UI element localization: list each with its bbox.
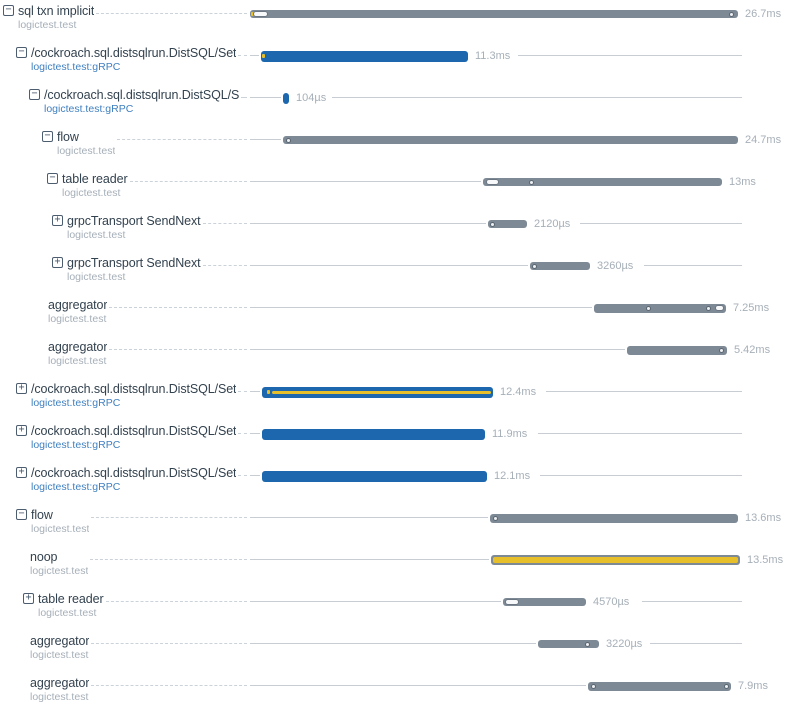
trace-span-row [0, 336, 786, 378]
span-label [42, 126, 115, 157]
span-duration: 104µs [296, 92, 327, 104]
timeline-lead-line [250, 391, 260, 392]
span-title: noop [30, 549, 58, 564]
span-label [48, 336, 107, 367]
span-subtitle: logictest.test:gRPC [31, 481, 121, 493]
span-label [30, 672, 89, 703]
trace-span-row [0, 252, 786, 294]
event-tick [262, 54, 265, 58]
trace-span-row [0, 210, 786, 252]
span-subtitle: logictest.test [48, 355, 107, 367]
span-title-line [16, 45, 236, 60]
span-title: grpcTransport SendNext [67, 213, 201, 228]
span-event-marker [532, 264, 537, 269]
collapse-icon[interactable]: − [16, 509, 27, 520]
span-event-marker [715, 305, 724, 311]
timeline-lead-line [250, 643, 536, 644]
span-timeline [250, 672, 786, 714]
timeline-trail-line [332, 97, 742, 98]
span-duration: 3260µs [597, 260, 634, 272]
span-label [47, 168, 128, 199]
trace-span-row [0, 462, 786, 504]
span-subtitle: logictest.test [30, 649, 89, 661]
timeline-trail-line [518, 55, 742, 56]
span-event-marker [490, 222, 495, 227]
span-label [16, 42, 236, 73]
span-title-line [48, 297, 107, 312]
collapse-icon[interactable]: − [16, 47, 27, 58]
span-subtitle: logictest.test:gRPC [31, 439, 121, 451]
timeline-lead-line [250, 349, 625, 350]
timeline-trail-line [580, 223, 742, 224]
expand-icon[interactable]: + [52, 257, 63, 268]
span-title: flow [31, 507, 53, 522]
collapse-icon[interactable]: − [3, 5, 14, 16]
span-timeline [250, 504, 786, 546]
trace-span-row [0, 42, 786, 84]
trace-span-row [0, 420, 786, 462]
trace-span-row [0, 630, 786, 672]
span-duration: 13.6ms [745, 512, 782, 524]
span-bar[interactable] [488, 220, 527, 228]
span-bar[interactable] [503, 598, 586, 606]
trace-span-row [0, 84, 786, 126]
span-title-line [3, 3, 94, 18]
span-duration: 24.7ms [745, 134, 782, 146]
span-timeline [250, 588, 786, 630]
trace-span-row [0, 672, 786, 714]
span-label [16, 420, 236, 451]
span-subtitle: logictest.test:gRPC [31, 397, 121, 409]
span-event-marker [505, 599, 519, 605]
span-title: grpcTransport SendNext [67, 255, 201, 270]
span-timeline [250, 126, 786, 168]
timeline-lead-line [250, 601, 501, 602]
expand-icon[interactable]: + [23, 593, 34, 604]
span-label [16, 504, 89, 535]
span-timeline [250, 294, 786, 336]
collapse-icon[interactable]: − [47, 173, 58, 184]
span-event-marker [591, 684, 596, 689]
span-bar[interactable] [627, 346, 727, 355]
span-label [52, 252, 201, 283]
span-subtitle: logictest.test [67, 271, 126, 283]
span-subtitle: logictest.test [30, 691, 89, 703]
timeline-lead-line [250, 265, 528, 266]
trace-span-row [0, 294, 786, 336]
span-label [48, 294, 107, 325]
collapse-icon[interactable]: − [42, 131, 53, 142]
span-subtitle: logictest.test [38, 607, 97, 619]
span-bar[interactable] [530, 262, 590, 270]
timeline-lead-line [250, 685, 586, 686]
span-bar[interactable] [483, 178, 722, 186]
span-event-marker [253, 11, 268, 17]
span-title: /cockroach.sql.distsqlrun.DistSQL/Set [31, 423, 237, 438]
expand-icon[interactable]: + [16, 425, 27, 436]
span-event-marker [729, 12, 734, 17]
span-title-line [23, 591, 104, 606]
span-subtitle: logictest.test [48, 313, 107, 325]
span-title-line [30, 549, 88, 564]
collapse-icon[interactable]: − [29, 89, 40, 100]
span-subtitle: logictest.test:gRPC [44, 103, 134, 115]
span-label [16, 462, 236, 493]
span-duration: 13ms [729, 176, 756, 188]
span-event-marker [706, 306, 711, 311]
span-subtitle: logictest.test [31, 523, 90, 535]
span-bar[interactable] [262, 387, 493, 398]
span-child-stripe [493, 557, 738, 563]
trace-span-row [0, 126, 786, 168]
trace-span-row [0, 378, 786, 420]
span-event-marker [286, 138, 291, 143]
span-bar[interactable] [588, 682, 731, 691]
trace-span-row [0, 168, 786, 210]
timeline-lead-line [250, 139, 281, 140]
span-event-marker [724, 684, 729, 689]
timeline-lead-line [250, 559, 489, 560]
span-label [30, 630, 89, 661]
timeline-trail-line [642, 601, 742, 602]
span-title-line [30, 675, 89, 690]
span-subtitle: logictest.test:gRPC [31, 61, 121, 73]
span-title-line [30, 633, 89, 648]
span-title-line [52, 213, 201, 228]
timeline-lead-line [250, 181, 481, 182]
expand-icon[interactable]: + [16, 467, 27, 478]
span-event-marker [486, 179, 499, 185]
span-timeline [250, 42, 786, 84]
span-duration: 11.9ms [492, 428, 528, 440]
span-event-marker [585, 642, 590, 647]
span-title-line [48, 339, 107, 354]
trace-span-row [0, 0, 786, 42]
span-timeline [250, 630, 786, 672]
span-bar[interactable] [262, 471, 487, 482]
span-timeline [250, 378, 786, 420]
span-subtitle: logictest.test [67, 229, 126, 241]
timeline-lead-line [250, 55, 259, 56]
span-bar[interactable] [261, 51, 468, 62]
span-timeline [250, 252, 786, 294]
timeline-lead-line [250, 223, 486, 224]
span-subtitle: logictest.test [62, 187, 121, 199]
span-label [3, 0, 94, 31]
span-duration: 7.9ms [738, 680, 768, 692]
span-label [29, 84, 239, 115]
span-bar[interactable] [594, 304, 726, 313]
span-duration: 12.4ms [500, 386, 537, 398]
span-event-marker [493, 516, 498, 521]
span-timeline [250, 420, 786, 462]
span-bar[interactable] [250, 10, 738, 18]
span-title: aggregator [48, 339, 108, 354]
trace-span-row [0, 546, 786, 588]
span-timeline [250, 0, 786, 42]
span-title-line [42, 129, 115, 144]
span-duration: 12.1ms [494, 470, 531, 482]
span-bar[interactable] [490, 514, 738, 523]
span-title: aggregator [30, 633, 90, 648]
span-timeline [250, 336, 786, 378]
expand-icon[interactable]: + [52, 215, 63, 226]
span-bar[interactable] [491, 555, 740, 565]
event-tick [267, 390, 270, 394]
span-title-line [16, 423, 236, 438]
timeline-trail-line [546, 391, 742, 392]
span-title: sql txn implicit [18, 3, 95, 18]
span-title: /cockroach.sql.distsqlrun.DistSQL/Set [31, 381, 237, 396]
span-event-marker [646, 306, 651, 311]
span-title: aggregator [30, 675, 90, 690]
span-title-line [47, 171, 128, 186]
span-title-line [16, 465, 236, 480]
timeline-lead-line [250, 517, 488, 518]
trace-span-row [0, 504, 786, 546]
timeline-trail-line [650, 643, 742, 644]
span-duration: 11.3ms [475, 50, 511, 62]
timeline-lead-line [250, 307, 592, 308]
span-duration: 13.5ms [747, 554, 784, 566]
timeline-lead-line [250, 433, 260, 434]
span-duration: 3220µs [606, 638, 643, 650]
span-title: /cockroach.sql.distsqlrun.DistSQL/Set [31, 465, 237, 480]
trace-span-row [0, 588, 786, 630]
span-label [16, 378, 236, 409]
span-label [30, 546, 88, 577]
span-event-marker [719, 348, 724, 353]
span-duration: 4570µs [593, 596, 630, 608]
span-timeline [250, 168, 786, 210]
span-bar[interactable] [283, 93, 289, 104]
span-timeline [250, 462, 786, 504]
span-title: table reader [38, 591, 104, 606]
span-bar[interactable] [262, 429, 485, 440]
span-label [52, 210, 201, 241]
span-title: table reader [62, 171, 128, 186]
span-title: flow [57, 129, 79, 144]
span-duration: 2120µs [534, 218, 571, 230]
span-bar[interactable] [283, 136, 738, 144]
span-title-line [52, 255, 201, 270]
span-bar[interactable] [538, 640, 599, 648]
span-timeline [250, 210, 786, 252]
span-title-line [16, 381, 236, 396]
span-title-line [16, 507, 89, 522]
span-subtitle: logictest.test [18, 19, 77, 31]
span-child-stripe [272, 391, 491, 394]
span-duration: 7.25ms [733, 302, 770, 314]
span-title-line [29, 87, 239, 102]
timeline-lead-line [250, 97, 281, 98]
timeline-trail-line [644, 265, 742, 266]
span-title: /cockroach.sql.distsqlrun.DistSQL/Set [31, 45, 237, 60]
span-timeline [250, 546, 786, 588]
expand-icon[interactable]: + [16, 383, 27, 394]
timeline-trail-line [540, 475, 742, 476]
timeline-trail-line [538, 433, 742, 434]
timeline-lead-line [250, 475, 260, 476]
span-label [23, 588, 104, 619]
span-title: /cockroach.sql.distsqlrun.DistSQL/S [44, 87, 240, 102]
span-duration: 26.7ms [745, 8, 782, 20]
span-title: aggregator [48, 297, 108, 312]
span-event-marker [529, 180, 534, 185]
span-duration: 5.42ms [734, 344, 771, 356]
span-timeline [250, 84, 786, 126]
span-subtitle: logictest.test [30, 565, 89, 577]
span-subtitle: logictest.test [57, 145, 116, 157]
